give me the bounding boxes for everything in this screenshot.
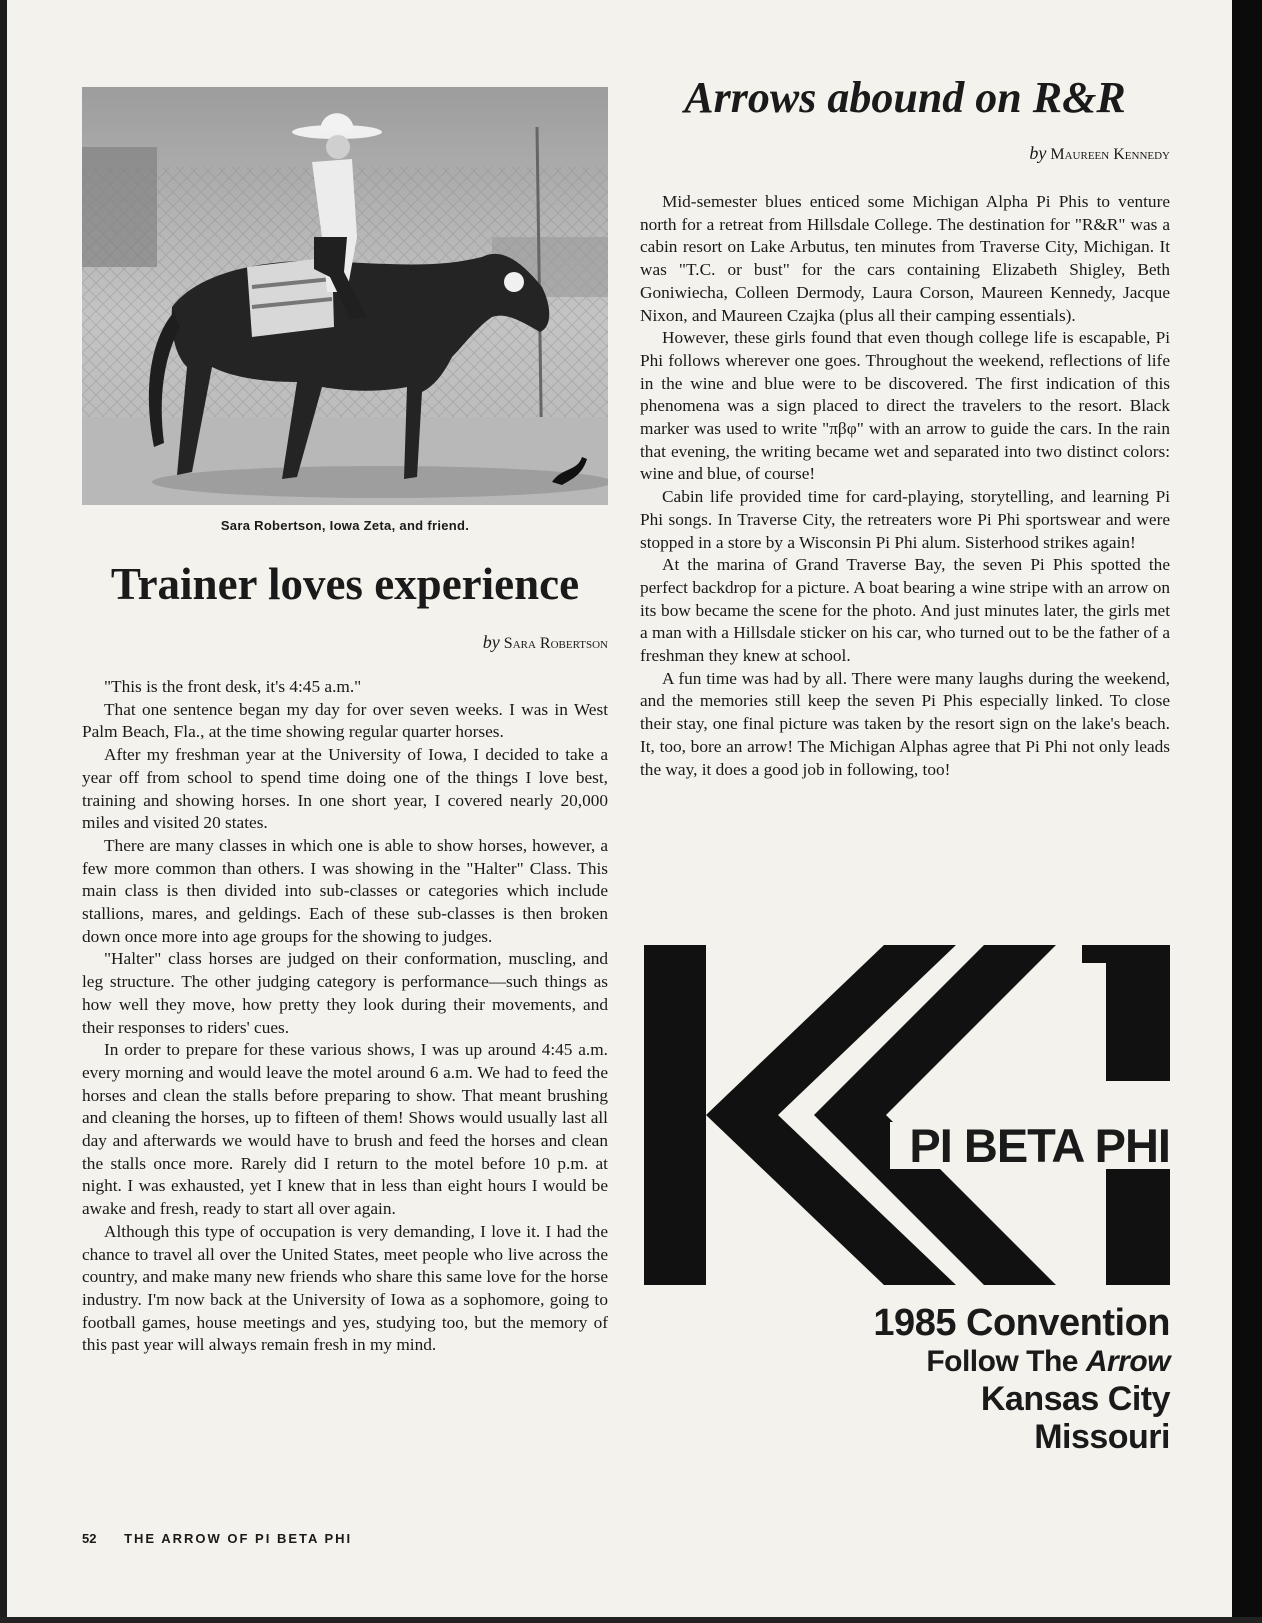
paragraph: "This is the front desk, it's 4:45 a.m."	[104, 677, 362, 696]
paragraph: "Halter" class horses are judged on their conformation, muscling, and leg structure. The other judging category is performance—such things as how well they move, how pretty they look during their movements, and their responses to riders' cues.	[82, 949, 608, 1037]
article-title-arrows: Arrows abound on R&R	[684, 73, 1126, 122]
kc-convention-logo	[644, 945, 1170, 1285]
byline-author: Sara Robertson	[503, 635, 608, 652]
byline-by: by	[1029, 143, 1047, 163]
convention-state: Missouri	[1034, 1418, 1170, 1456]
paragraph: Cabin life provided time for card-playing, storytelling, and learning Pi Phi songs. In Traverse City, the retreaters wore Pi Phi sportswear and were stopped in a store by a Wisconsin Pi Phi alum. Sisterhood strikes again!	[640, 487, 1170, 552]
paragraph: In order to prepare for these various shows, I was up around 4:45 a.m. every morning and would leave the motel around 6 a.m. We had to feed the horses and clean the stalls before preparing to show. That meant brushing and cleaning the horses, up to fifteen of them! Shows would usually last all day and afterwards we would have to brush and feed the horses and clean the stalls once more. Rarely did I return to the motel before 10 p.m. at night. I was exhausted, yet I knew that in less than eight hours I would be awake and fresh, ready to start all over again.	[82, 1040, 608, 1219]
paragraph: A fun time was had by all. There were many laughs during the weekend, and the memories still keep the seven Pi Phis especially linked. To close their stay, one final picture was taken by the resort sign on the lake's beach. It, too, bore an arrow! The Michigan Alphas agree that Pi Phi not only leads the way, it does a good job in following, too!	[640, 668, 1170, 779]
theme-word: Arrow	[1085, 1345, 1170, 1378]
convention-city: Kansas City	[980, 1380, 1170, 1418]
article-body-trainer	[82, 676, 608, 1357]
byline-maureen-kennedy	[640, 143, 1170, 164]
paragraph: Although this type of occupation is very demanding, I love it. I had the chance to travel all over the United States, meet people who live across the country, and make many new friends who share this same love for the horse industry. I'm now back at the University of Iowa as a sophomore, going to football games, house meetings and yes, studying too, but the memory of this past year will always remain fresh in my mind.	[82, 1221, 608, 1355]
page-edge-left	[0, 0, 7, 1623]
byline-author: Maureen Kennedy	[1050, 146, 1170, 163]
paragraph: That one sentence began my day for over seven weeks. I was in West Palm Beach, Fla., at the time showing regular quarter horses.	[82, 699, 608, 742]
page-number: 52	[82, 1531, 97, 1546]
page-edge-bottom	[0, 1617, 1262, 1623]
paragraph: However, these girls found that even though college life is escapable, Pi Phi follows wherever one goes. Throughout the weekend, reflections of life in the wine and blue were to be discovered. The first indication of this phenomena was a sign placed to direct the travelers to the resort. Black marker was used to write "πβφ" with an arrow to guide the cars. In the rain that evening, the writing became wet and separated into two distinct colors: wine and blue, of course!	[640, 328, 1170, 484]
paragraph: At the marina of Grand Traverse Bay, the seven Pi Phis spotted the perfect backdrop for a picture. A boat bearing a wine stripe with an arrow on its bow became the scene for the photo. And just minutes later, the girls met a man with a Hillsdale sticker on his car, who turned out to be the father of a freshman they knew at school.	[640, 555, 1170, 666]
paragraph: After my freshman year at the University of Iowa, I decided to take a year off from school to spend time doing one of the things I love best, training and showing horses. In one short year, I covered nearly 20,000 miles and visited 20 states.	[82, 745, 608, 833]
logo-k-stem	[644, 945, 706, 1285]
horse-rider-photo	[82, 87, 608, 505]
theme-prefix: Follow The	[926, 1345, 1086, 1378]
convention-info	[760, 1302, 1170, 1456]
publication-name: THE ARROW OF PI BETA PHI	[124, 1531, 353, 1546]
paragraph: Mid-semester blues enticed some Michigan Alpha Pi Phis to venture north for a retreat from Hillsdale College. The destination for "R&R" was a cabin resort on Lake Arbutus, ten minutes from Traverse City, Michigan. It was "T.C. or bust" for the cars containing Elizabeth Shigley, Beth Goniwiecha, Colleen Dermody, Laura Corson, Maureen Kennedy, Jacque Nixon, and Maureen Czajka (plus all their camping essentials).	[640, 192, 1170, 325]
byline-by: by	[482, 632, 500, 652]
page-footer	[82, 1531, 352, 1546]
article-body-arrows	[640, 191, 1170, 781]
photo-caption: Sara Robertson, Iowa Zeta, and friend.	[220, 518, 470, 533]
article-title-trainer: Trainer loves experience	[110, 559, 580, 609]
convention-year: 1985 Convention	[873, 1302, 1170, 1344]
logo-block-top	[1106, 963, 1170, 1081]
byline-sara-robertson	[82, 632, 608, 653]
page-edge-right	[1232, 0, 1262, 1623]
convention-theme	[760, 1344, 1170, 1380]
logo-bar-top	[1082, 945, 1170, 963]
paragraph: There are many classes in which one is able to show horses, however, a few more common than others. I was showing in the "Halter" Class. This main class is then divided into sub-classes or categories which include stallions, mares, and geldings. Each of these sub-classes is then broken down once more into age groups for the showing to judges.	[82, 835, 608, 946]
logo-pi-beta-phi: PI BETA PHI	[890, 1122, 1170, 1169]
